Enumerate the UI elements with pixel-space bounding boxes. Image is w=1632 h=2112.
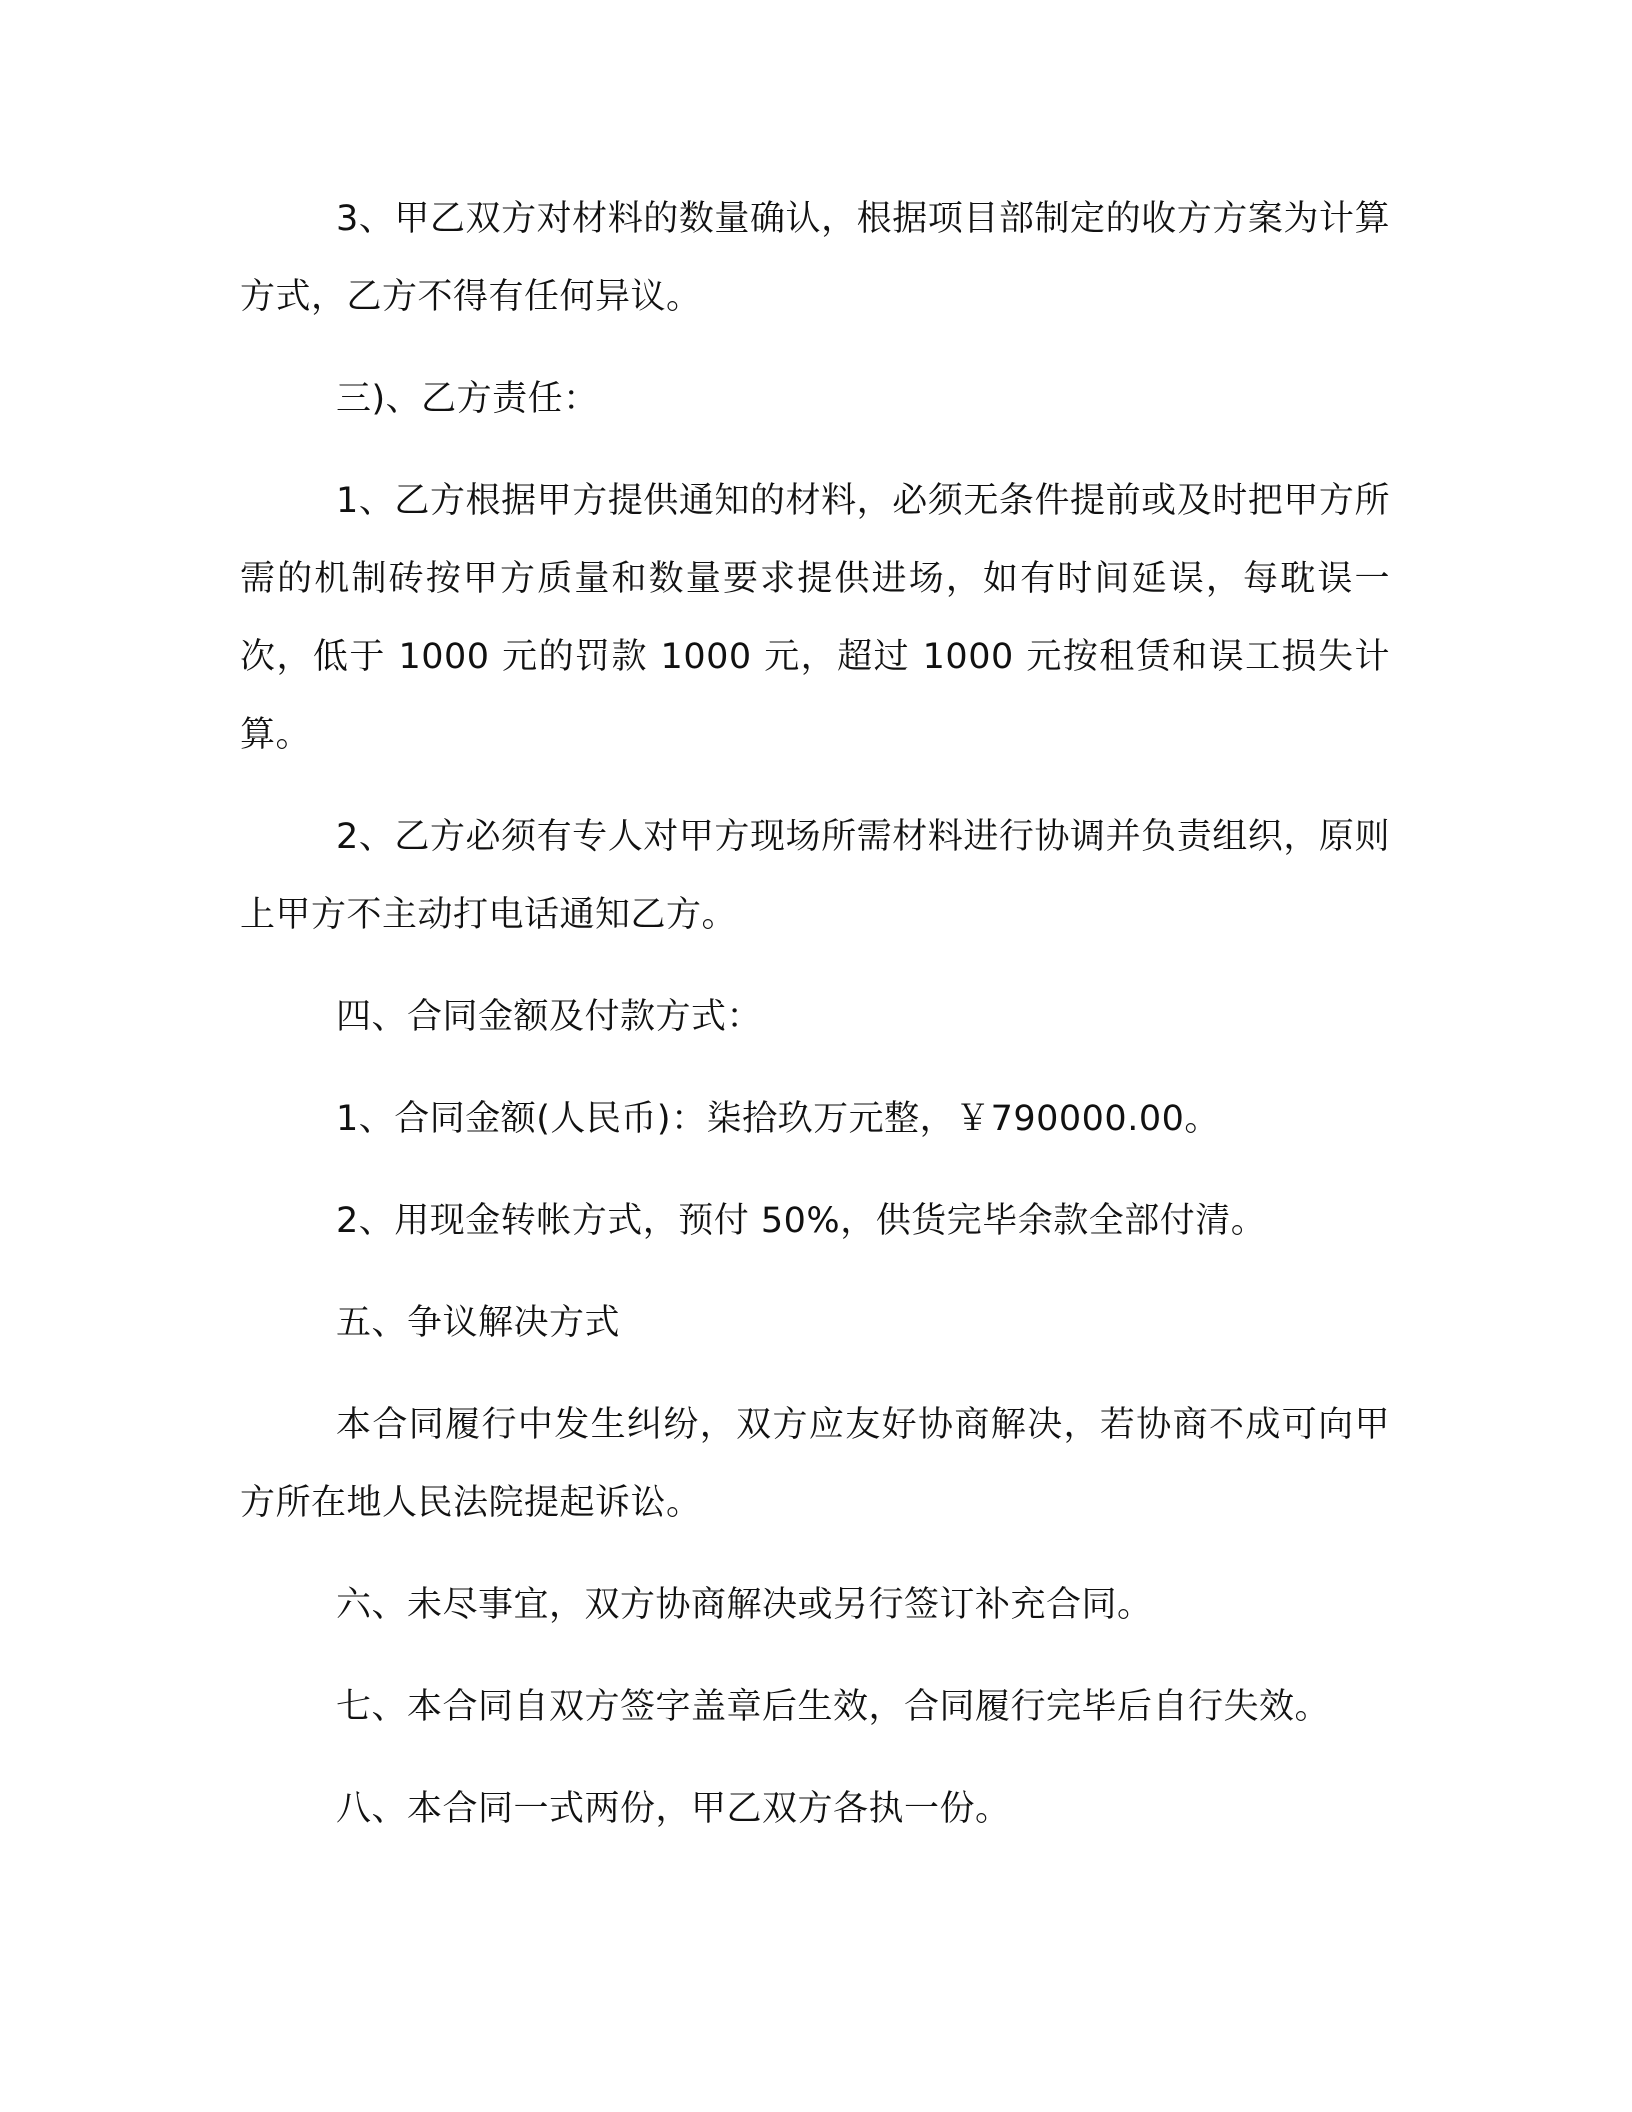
clause-2-coordination-personnel: 2、乙方必须有专人对甲方现场所需材料进行协调并负责组织，原则上甲方不主动打电话通知乙方。 — [240, 817, 1390, 935]
section-contract-amount-heading: 四、合同金额及付款方式： — [336, 997, 763, 1037]
clause-7-effectiveness: 七、本合同自双方签字盖章后生效，合同履行完毕后自行失效。 — [336, 1687, 1331, 1727]
section-party-b-responsibility-heading: 三)、乙方责任： — [336, 379, 599, 419]
clause-8-copies: 八、本合同一式两份，甲乙双方各执一份。 — [336, 1789, 1011, 1829]
clause-6-unresolved-matters: 六、未尽事宜，双方协商解决或另行签订补充合同。 — [336, 1585, 1153, 1625]
clause-2-payment-method: 2、用现金转帐方式，预付 50%，供货完毕余款全部付清。 — [336, 1201, 1267, 1241]
clause-1-delivery-obligation: 1、乙方根据甲方提供通知的材料，必须无条件提前或及时把甲方所需的机制砖按甲方质量和数量要求提供进场，如有时间延误，每耽误一次，低于 1000 元的罚款 1000 元，超过 1000 元按租赁和误工损失计算。 — [240, 481, 1390, 755]
section-dispute-resolution-heading: 五、争议解决方式 — [336, 1303, 621, 1343]
dispute-resolution-text: 本合同履行中发生纠纷，双方应友好协商解决，若协商不成可向甲方所在地人民法院提起诉讼。 — [240, 1405, 1390, 1523]
clause-1-contract-amount: 1、合同金额(人民币)：柒拾玖万元整，￥790000.00。 — [336, 1099, 1220, 1139]
clause-3-quantity-confirmation: 3、甲乙双方对材料的数量确认，根据项目部制定的收方方案为计算方式，乙方不得有任何异议。 — [240, 199, 1390, 317]
document-body — [240, 180, 1390, 1872]
